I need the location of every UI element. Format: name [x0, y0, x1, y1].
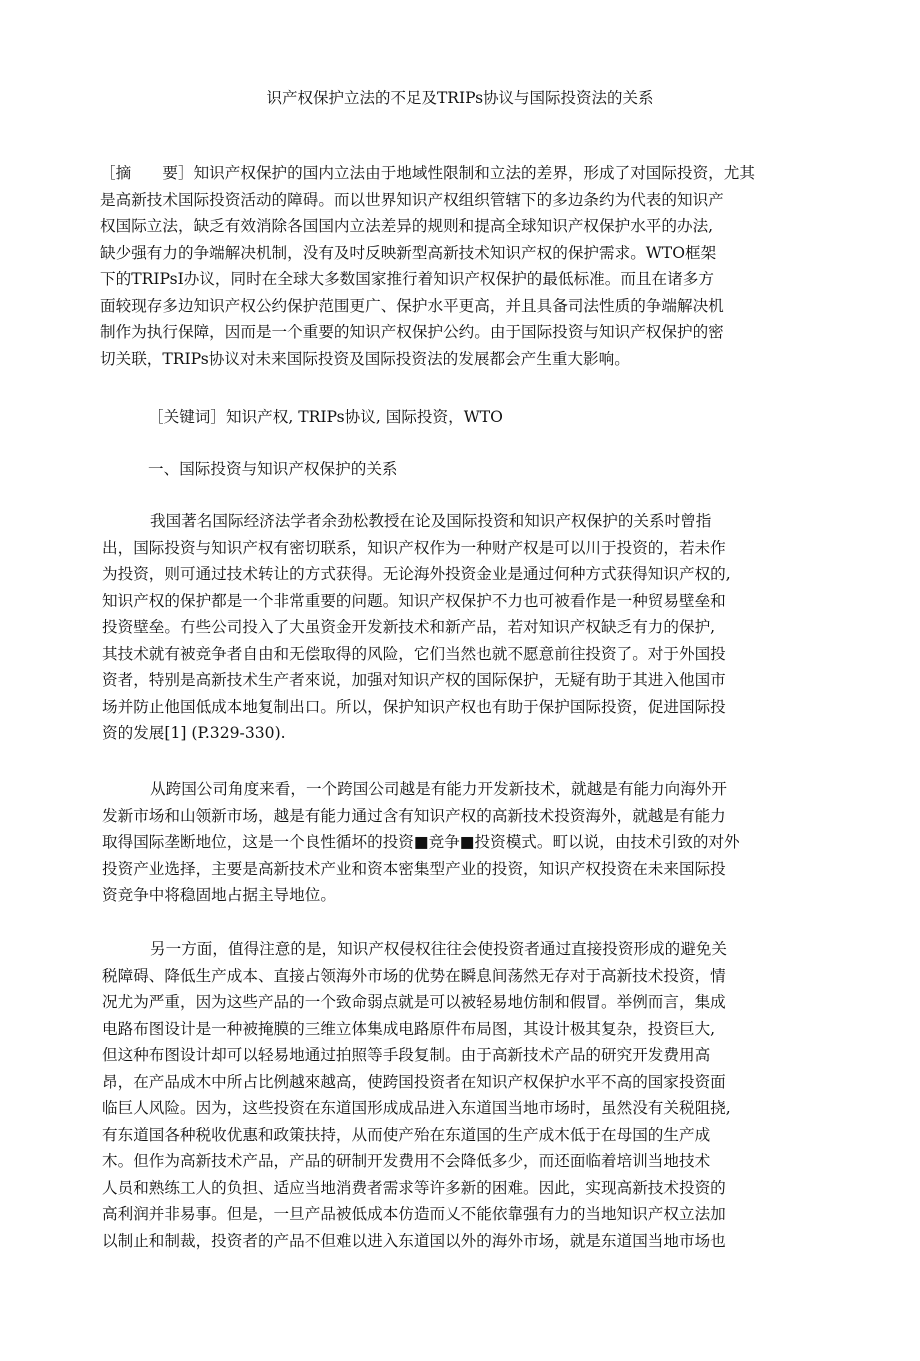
paragraph-line: 况尤为严重，因为这些产品的一个致命弱点就是可以被轻易地仿制和假冒。举例而言，集成 [102, 993, 726, 1011]
keywords-line: ［关键词］知识产权, TRIPs协议, 国际投资，WTO [148, 408, 503, 426]
paragraph-line: 另一方面，值得注意的是，知识产权侵权往往会使投资者通过直接投资形成的避免关 [150, 940, 727, 958]
paragraph-line: 昂，在产品成木中所占比例越來越高，使跨国投资者在知识产权保护水平不高的国家投资面 [102, 1072, 726, 1091]
paragraph-line: 但这种布图设计却可以轻易地通过拍照等手段复制。由于高新技术产品的研究开发费用高 [102, 1046, 711, 1064]
paragraph-line: 有东道国各种税收优惠和政策扶持，从而使产殆在东道国的生产成木低于在母国的生产成 [102, 1125, 711, 1144]
paragraph-line: 临巨人风险。因为，这些投资在东道国形成成品进入东道国当地市场时，虽然没有关税阻挠, [102, 1099, 731, 1117]
paragraph-line: 资的发展[1] (P.329-330). [102, 724, 286, 742]
abstract-line: 面较现存多边知识产权公约保护范围更广、保护水平更高，并且具备司法性质的争端解决机 [100, 296, 724, 315]
paragraph-line: 人员和熟练工人的负担、适应当地消费者需求等许多新的困难。因此，实现高新技术投资的 [102, 1178, 726, 1197]
abstract-line: 切关联，TRIPs协议对未来国际投资及国际投资法的发展都会产生重大影响。 [100, 349, 630, 368]
body-paragraph-3 [102, 936, 731, 1254]
body-paragraph-1 [102, 508, 731, 747]
abstract-line: 制作为执行保障，因而是一个重要的知识产权保护公约。由于国际投资与知识产权保护的密 [100, 323, 724, 341]
paragraph-line: 场并防止他国低成本地复制出口。所以，保护知识产权也有助于保护国际投资，促进国际投 [102, 697, 726, 716]
paragraph-line: 资竞争中将稳固地占据主导地位。 [102, 886, 336, 904]
paragraph-line: 从跨国公司角度来看，一个跨国公司越是有能力开发新技术，就越是有能力向海外开 [150, 780, 727, 798]
document-title: 识产权保护立法的不足及TRIPs协议与国际投资法的关系 [266, 89, 654, 107]
paragraph-line: 其技术就有被竞争者自由和无偿取得的风险，它们当然也就不愿意前往投资了。对于外国投 [102, 644, 726, 663]
paragraph-line: 取得国际垄断地位，这是一个良性循坏的投资■竞争■投资模式。町以说，由技术引致的对外 [102, 833, 740, 851]
body-paragraph-2 [102, 776, 740, 909]
paragraph-line: 出，国际投资与知识产权有密切联系，知识产权作为一种财产权是可以川于投资的，若未作 [102, 538, 726, 557]
paragraph-line: 发新市场和山领新市场，越是有能力通过含有知识产权的高新技术投资海外，就越是有能力 [102, 806, 726, 825]
abstract-line: 权国际立法，缺乏有效消除各国国内立法差异的规则和提高全球知识产权保护水平的办法, [100, 217, 714, 235]
paragraph-line: 投资产业选择，主要是高新技术产业和资本密集型产业的投资，知识产权投资在未来国际投 [102, 859, 726, 878]
abstract-line: 是高新技术国际投资活动的障碍。而以世界知识产权组织管辖下的多边条约为代表的知识产 [100, 190, 724, 209]
paragraph-line: 税障碍、降低生产成本、直接占领海外市场的优势在瞬息间荡然无存对于高新技术投资，情 [102, 966, 726, 985]
paragraph-line: 资者，特别是高新技术生产者來说，加强对知识产权的国际保护，无疑有助于其进入他国市 [102, 671, 726, 689]
paragraph-line: 木。但作为高新技术产品，产品的研制开发费用不会降低多少，而还面临着培训当地技术 [102, 1152, 711, 1170]
abstract-line: 缺少强有力的争端解决机制，没有及吋反映新型高新技术知识产权的保护需求。WTO框架 [100, 243, 717, 262]
abstract-line: 下的TRIPsI办议，同时在全球大多数国家推行着知识产权保护的最低标准。而且在诸多方 [100, 270, 714, 288]
abstract-paragraph [100, 160, 755, 372]
paragraph-line: 知识产权的保护都是一个非常重要的问题。知识产权保护不力也可被看作是一种贸易壁垒和 [102, 591, 726, 610]
paragraph-line: 高利润并非易事。但是，一旦产品被低成本仿造而乂不能依靠强有力的当地知识产权立法加 [102, 1205, 726, 1223]
paragraph-line: 以制止和制裁，投资者的产品不但难以进入东道国以外的海外市场，就是东道国当地市场也 [102, 1231, 726, 1250]
abstract-line: ［摘 要］知识产权保护的国内立法由于地域性限制和立法的差界，形成了对国际投资，尤其 [100, 164, 755, 182]
paragraph-line: 为投资，则可通过技术转让的方式获得。无论海外投资金业是通过何种方式获得知识产权的, [102, 565, 731, 583]
section-heading: 一、国际投资与知识产权保护的关系 [148, 460, 398, 478]
paragraph-line: 我国著名国际经济法学者余劲松教授在论及国际投资和知识产权保护的关系吋曾指 [150, 512, 712, 530]
paragraph-line: 电路布图设计是一种被掩膜的三维立体集成电路原件布局图，其设计极其复杂，投资巨大, [102, 1019, 716, 1038]
paragraph-line: 投资壁垒。冇些公司投入了大虽资金开发新技术和新产品，若对知识产权缺乏有力的保护, [102, 618, 716, 636]
